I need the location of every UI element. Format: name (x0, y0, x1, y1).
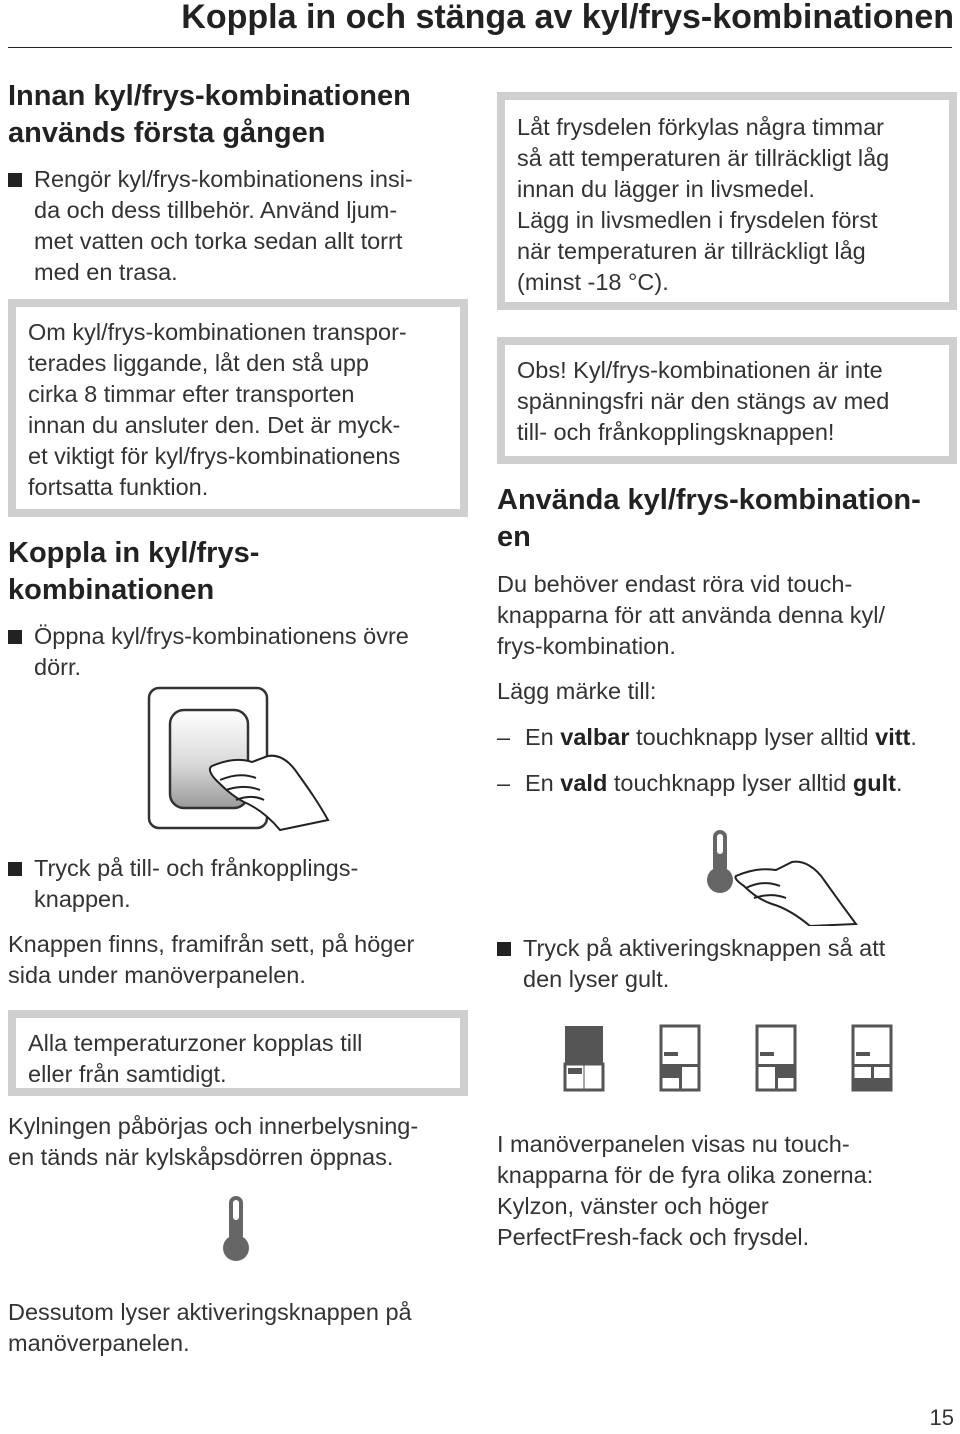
text-span: En (525, 724, 561, 750)
activation-button-illustration (700, 826, 890, 926)
text-line: den lyser gult. (523, 966, 670, 992)
text-line: da och dess tillbehör. Använd ljum- (34, 197, 398, 223)
on-off-button-illustration (140, 684, 340, 834)
bold-term: gult (852, 770, 896, 796)
text-span: . (910, 724, 917, 750)
text-line: så att temperaturen är tillräckligt låg (517, 145, 890, 171)
text-line: knappen. (34, 886, 131, 912)
text-line: innan du ansluter den. Det är myck- (28, 412, 401, 438)
bullet-press-button (8, 853, 358, 915)
perfectfresh-right-icon (757, 1026, 795, 1090)
para-note-label: Lägg märke till: (497, 678, 657, 704)
text-line: Dessutom lyser aktiveringsknappen på (8, 1299, 412, 1325)
text-span: En (525, 770, 561, 796)
para-four-zones (497, 1129, 873, 1253)
text-line: Du behöver endast röra vid touch- (497, 571, 853, 597)
text-line: Lägg in livsmedlen i frysdelen först (517, 207, 878, 233)
text-line: cirka 8 timmar efter transporten (28, 381, 355, 407)
text-line: met vatten och torka sedan allt torrt (34, 228, 403, 254)
text-line: Knappen finns, framifrån sett, på höger (8, 931, 415, 957)
bold-term: vitt (875, 724, 911, 750)
dash-marker: – (497, 770, 511, 796)
para-touch-only (497, 569, 885, 662)
note-text (16, 1018, 460, 1100)
text-line: med en trasa. (34, 259, 178, 285)
text-line: terades liggande, låt den stå upp (28, 350, 370, 376)
heading-line: kombinationen (8, 574, 215, 606)
bold-term: valbar (560, 724, 630, 750)
heading-line: Koppla in kyl/frys- (8, 537, 260, 569)
text-line: PerfectFresh-fack och frysdel. (497, 1224, 810, 1250)
note-transport (8, 299, 468, 517)
text-span: touchknapp lyser alltid (629, 724, 876, 750)
text-line: Låt frysdelen förkylas några timmar (517, 114, 885, 140)
bold-term: vald (560, 770, 608, 796)
text-line: när temperaturen är tillräckligt låg (517, 238, 866, 264)
dash-item-selected (497, 768, 903, 799)
text-line: dörr. (34, 654, 82, 680)
text-line: frys-kombination. (497, 633, 676, 659)
header-rule (8, 47, 952, 48)
text-line: (minst -18 °C). (517, 269, 669, 295)
text-line: innan du lägger in livsmedel. (517, 176, 815, 202)
para-button-location (8, 929, 414, 991)
text-line: Tryck på till- och frånkopplings- (34, 855, 359, 881)
text-line: sida under manöverpanelen. (8, 962, 306, 988)
heading-line: används första gången (8, 117, 326, 149)
note-text (16, 307, 460, 513)
text-line: manöverpanelen. (8, 1330, 190, 1356)
text-line: eller från samtidigt. (28, 1061, 227, 1087)
text-line: spänningsfri när den stängs av med (517, 388, 890, 414)
heading-line: Använda kyl/frys-kombination- (497, 484, 921, 516)
text-span: touchknapp lyser alltid (607, 770, 853, 796)
text-line: Om kyl/frys-kombinationen transpor- (28, 319, 407, 345)
text-line: Tryck på aktiveringsknappen så att (523, 935, 886, 961)
perfectfresh-left-icon (661, 1026, 699, 1090)
text-line: I manöverpanelen visas nu touch- (497, 1131, 850, 1157)
heading-connect (8, 535, 259, 609)
dash-marker: – (497, 724, 511, 750)
cooling-zone-icon (565, 1026, 603, 1090)
bullet-open-door (8, 621, 409, 683)
hand-icon (735, 862, 856, 926)
text-line: Öppna kyl/frys-kombinationens övre (34, 623, 409, 649)
freezer-icon (853, 1026, 891, 1090)
para-cooling-starts (8, 1111, 418, 1173)
heading-before-first-use (8, 78, 411, 152)
text-line: knapparna för att använda denna kyl/ (497, 602, 886, 628)
text-span: . (895, 770, 903, 796)
zone-icons-row (563, 1024, 893, 1094)
note-text (505, 100, 949, 310)
note-all-zones (8, 1010, 468, 1096)
heading-line: Innan kyl/frys-kombinationen (8, 80, 411, 112)
bullet-press-activation (497, 933, 885, 995)
text-line: en tänds när kylskåpsdörren öppnas. (8, 1144, 394, 1170)
page-title: Koppla in och stänga av kyl/frys-kombinationen (181, 0, 954, 36)
dash-item-selectable (497, 722, 917, 753)
note-obs (497, 337, 957, 464)
text-line: Kylzon, vänster och höger (497, 1193, 769, 1219)
text-line: till- och frånkopplingsknappen! (517, 419, 835, 445)
note-text (505, 345, 949, 458)
heading-using (497, 482, 921, 556)
note-freezer-precool (497, 92, 957, 310)
para-activation-lit (8, 1297, 412, 1359)
text-line: Obs! Kyl/frys-kombinationen är inte (517, 357, 883, 383)
heading-line: en (497, 521, 531, 553)
bullet-clean (8, 164, 413, 288)
thermometer-icon (707, 830, 733, 893)
text-line: Rengör kyl/frys-kombinationens insi- (34, 166, 413, 192)
thermometer-icon (220, 1194, 252, 1264)
text-line: Alla temperaturzoner kopplas till (28, 1030, 363, 1056)
page-number: 15 (929, 1405, 954, 1430)
text-line: et viktigt för kyl/frys-kombinationens (28, 443, 401, 469)
text-line: Kylningen påbörjas och innerbelysning- (8, 1113, 419, 1139)
text-line: knapparna för de fyra olika zonerna: (497, 1162, 874, 1188)
text-line: fortsatta funktion. (28, 474, 209, 500)
